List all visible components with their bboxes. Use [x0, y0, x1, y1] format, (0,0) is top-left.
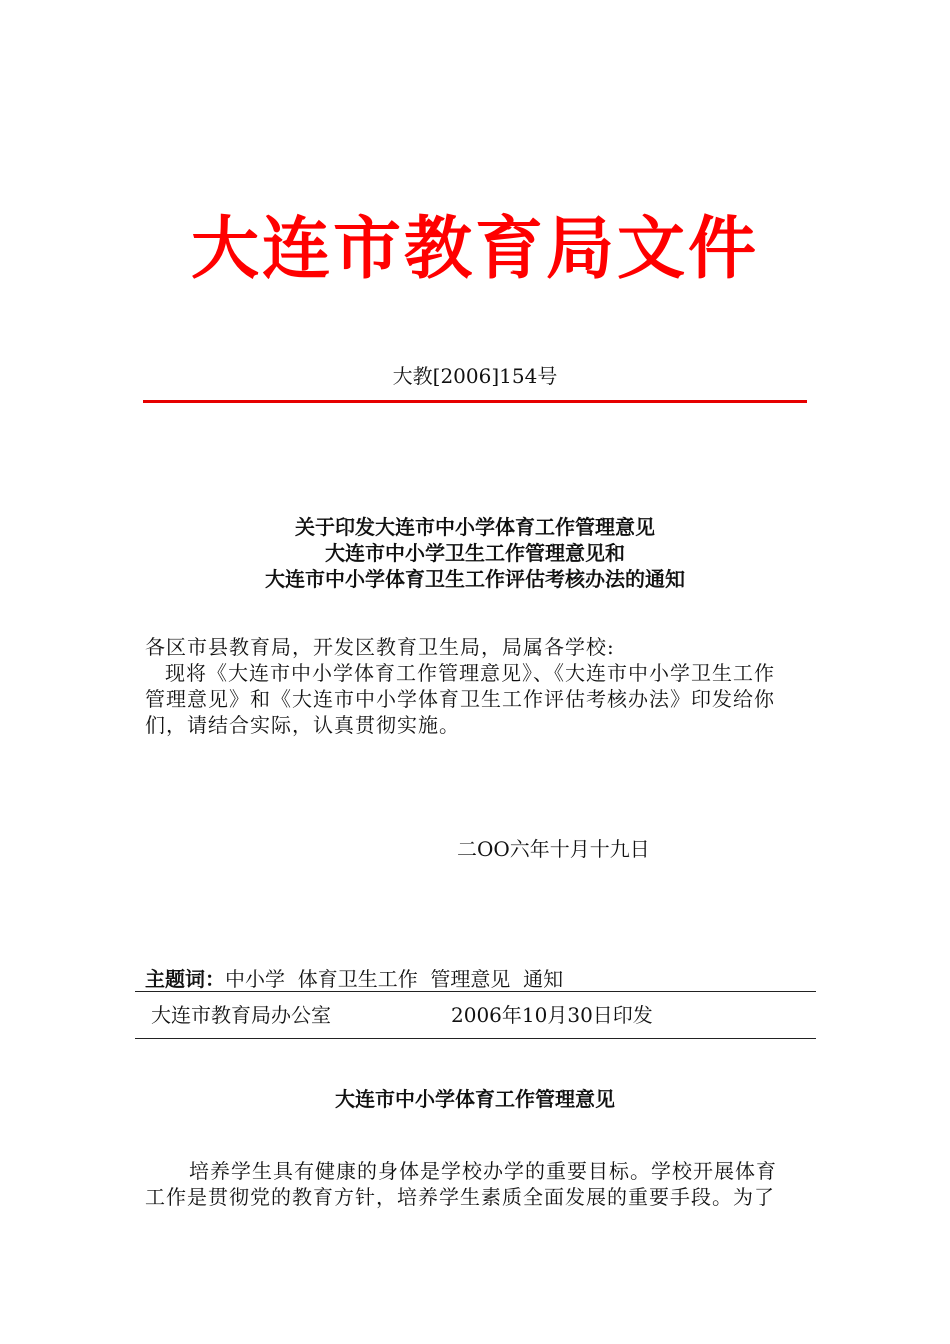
body-paragraph-line-3: 们，请结合实际，认真贯彻实施。: [145, 713, 460, 737]
keywords-line: [145, 966, 563, 992]
document-header-title: 大连市教育局文件: [190, 210, 759, 289]
body-paragraph-line-2: 管理意见》和《大连市中小学体育卫生工作评估考核办法》印发给你: [145, 687, 775, 711]
recipients-line: 各区市县教育局，开发区教育卫生局，局属各学校:: [145, 635, 615, 659]
keywords-text: 中小学 体育卫生工作 管理意见 通知: [225, 967, 564, 991]
footer-divider-top: [135, 991, 816, 992]
section-title: 大连市中小学体育工作管理意见: [335, 1087, 615, 1111]
section-paragraph-line-1: 培养学生具有健康的身体是学校办学的重要目标。学校开展体育: [189, 1159, 777, 1183]
issuing-office: 大连市教育局办公室: [151, 1003, 331, 1027]
keywords-label: 主题词：: [145, 967, 225, 991]
red-divider: [143, 400, 807, 403]
section-paragraph-line-2: 工作是贯彻党的教育方针，培养学生素质全面发展的重要手段。为了: [145, 1185, 775, 1209]
body-paragraph-line-1: 现将《大连市中小学体育工作管理意见》、《大连市中小学卫生工作: [165, 661, 775, 685]
print-date: 2006年10月30日印发: [451, 1003, 653, 1027]
notice-title-line-2: 大连市中小学卫生工作管理意见和: [325, 541, 625, 565]
notice-title-line-1: 关于印发大连市中小学体育工作管理意见: [295, 515, 655, 539]
footer-divider-bottom: [135, 1038, 816, 1039]
notice-title-line-3: 大连市中小学体育卫生工作评估考核办法的通知: [265, 567, 685, 591]
signoff-date: 二OO六年十月十九日: [457, 837, 650, 861]
document-number: 大教[2006]154号: [392, 364, 558, 388]
